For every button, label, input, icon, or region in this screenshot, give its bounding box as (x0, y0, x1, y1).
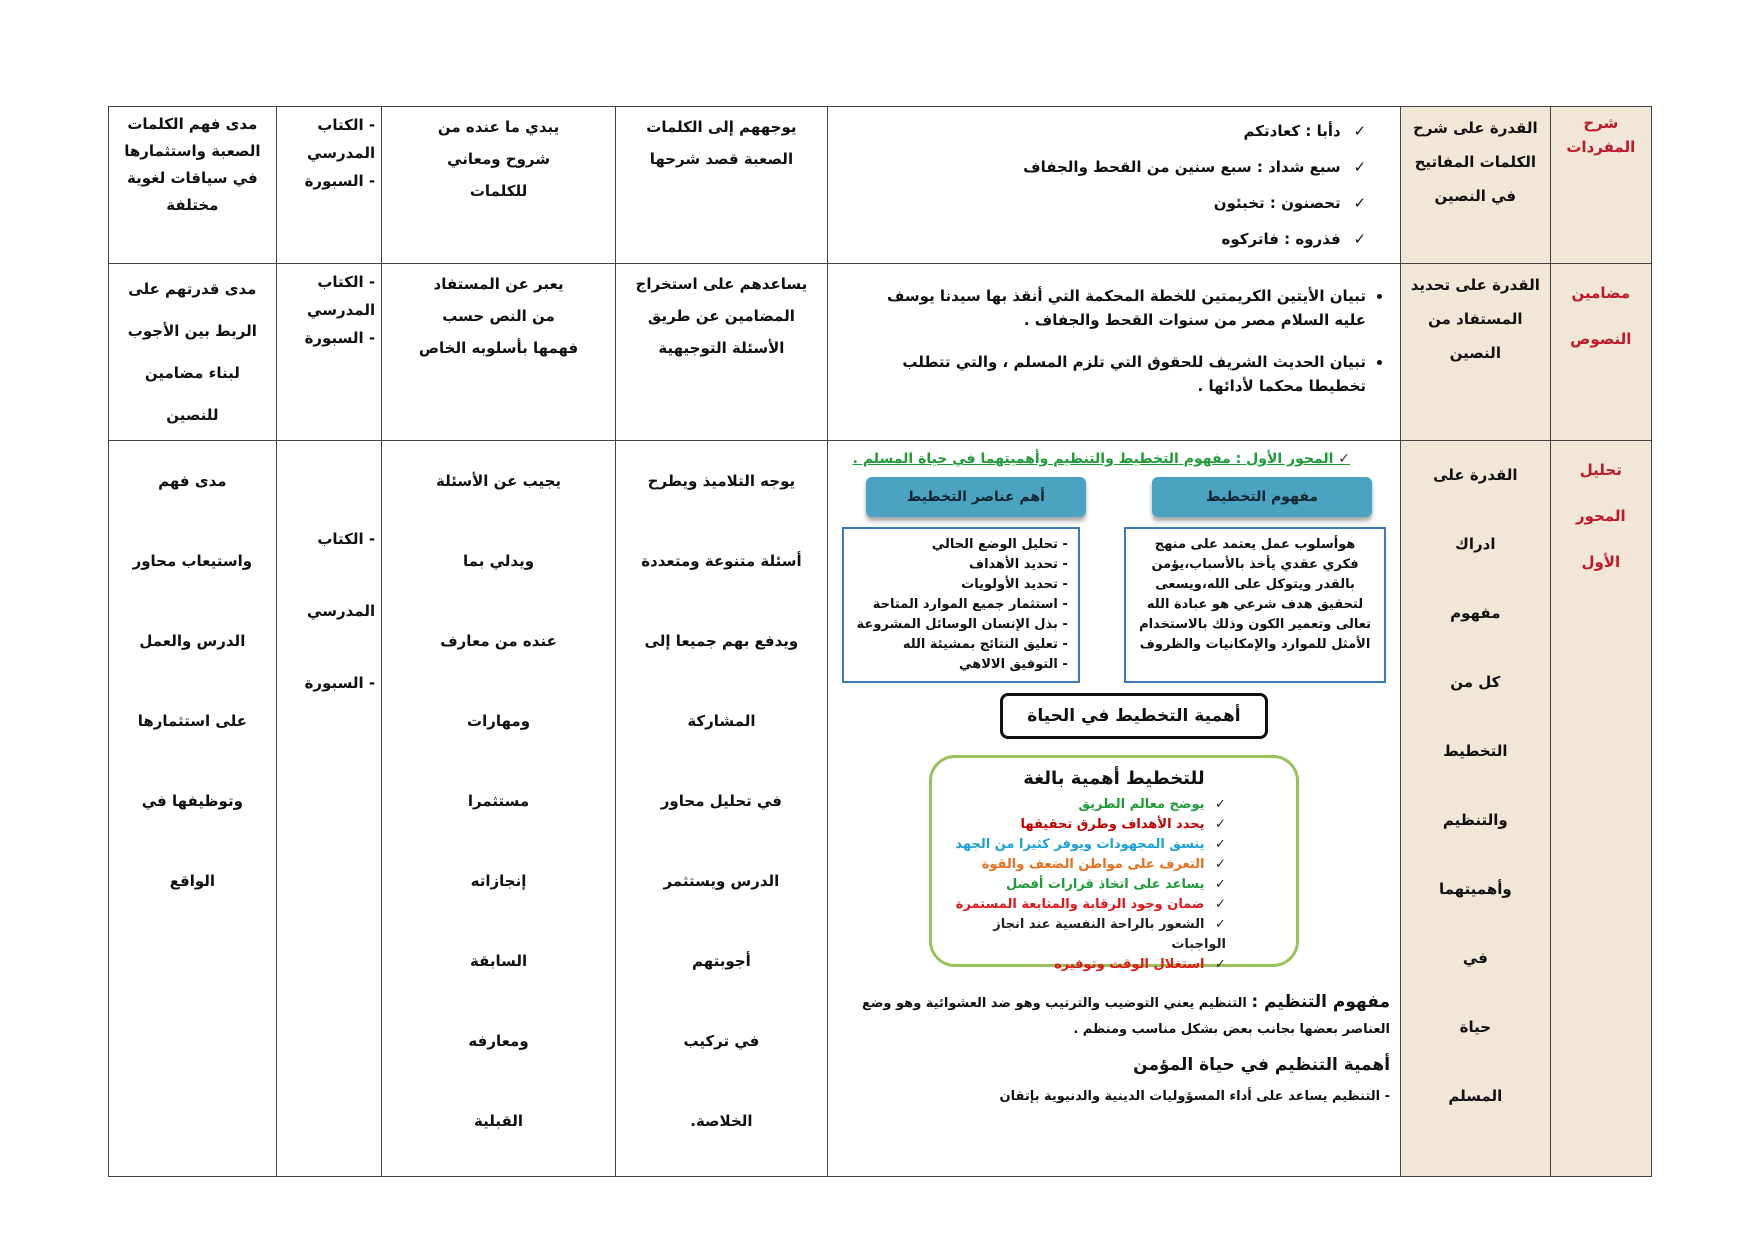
pupil-cell (382, 441, 616, 1177)
teacher-line: ويدفع بهم جميعا إلى (644, 632, 799, 650)
tab-planning-concept: مفهوم التخطيط (1152, 477, 1372, 517)
goal-line: القدرة على شرح (1413, 119, 1538, 137)
element-item: - تحديد الأهداف (854, 555, 1068, 575)
teacher-line: المضامين عن طريق (647, 307, 795, 325)
lesson-table (108, 106, 1652, 1177)
eval-line: الصعبة واستثمارها (124, 142, 261, 160)
teacher-line: أسئلة متنوعة ومتعددة (641, 552, 802, 570)
content-cell (827, 264, 1400, 441)
pupil-line: للكلمات (469, 182, 528, 200)
eval-cell (109, 441, 277, 1177)
vocab-item: ✓ تحصنون : تخبئون (838, 185, 1366, 221)
planning-boxes (838, 527, 1390, 683)
subject-label: النصوص (1570, 330, 1632, 348)
teacher-cell (616, 107, 828, 264)
eval-line: وتوظيفها في (141, 792, 243, 810)
tools-line: - السبورة (304, 674, 376, 692)
eval-line: الواقع (169, 872, 216, 890)
importance-item: ✓ ضمان وجود الرقابة والمتابعة المستمرة (946, 895, 1226, 915)
eval-line: مختلفة (166, 196, 219, 214)
contents-list (868, 284, 1388, 398)
pupil-cell (382, 107, 616, 264)
importance-item: ✓ ينسق المجهودات ويوفر كثيرا من الجهد (946, 835, 1226, 855)
tools-line: - السبورة (304, 172, 376, 190)
eval-line: على استثمارها (137, 712, 247, 730)
vocab-item: ✓ سبع شداد : سبع سنين من القحط والجفاف (838, 149, 1366, 185)
pupil-line: إنجازاته (470, 872, 527, 890)
pupil-line: مستثمرا (467, 792, 530, 810)
subject-label: المحور (1575, 507, 1626, 525)
org-text: التنظيم يعني التوضيب والترتيب وهو ضد العشوائية وهو وضع العناصر بعضها بجانب بعض بشكل مناسب ومنظم . (861, 996, 1391, 1037)
goal-cell (1401, 264, 1551, 441)
tools-line: - الكتاب (317, 273, 376, 291)
org-label: مفهوم التنظيم : (1251, 992, 1391, 1012)
pupil-line: السابقة (469, 952, 528, 970)
pupil-line: عنده من معارف (440, 632, 557, 650)
goal-line: الكلمات المفاتيح (1414, 153, 1537, 171)
goal-line: حياة (1459, 1018, 1492, 1036)
goal-line: ادراك (1455, 535, 1496, 553)
contents-item: • تبيان الأيتين الكريمتين للخطة المحكمة التي أنقذ بها سيدنا يوسف عليه السلام مصر من سنوات القحط والجفاف . (868, 284, 1366, 332)
goal-line: المسلم (1448, 1087, 1503, 1105)
planning-tabs (838, 477, 1390, 517)
axis-title: ✓ المحور الأول : مفهوم التخطيط والتنظيم وأهميتهما في حياة المسلم . (838, 451, 1390, 467)
goal-line: في (1462, 949, 1488, 967)
tools-line: - الكتاب (317, 116, 376, 134)
teacher-line: الخلاصة. (690, 1112, 753, 1130)
pupil-line: يعبر عن المستفاد (433, 275, 564, 293)
planning-elements-box (842, 527, 1080, 683)
pupil-line: شروح ومعاني (447, 150, 551, 168)
eval-line: مدى فهم الكلمات (127, 115, 258, 133)
tab-planning-elements: أهم عناصر التخطيط (866, 477, 1086, 517)
pupil-line: فهمها بأسلوبه الخاص (418, 339, 579, 357)
pupil-line: يبدي ما عنده من (437, 118, 560, 136)
eval-line: مدى قدرتهم على (128, 280, 257, 298)
planning-concept-box: هوأسلوب عمل يعتمد على منهج فكري عقدي يأخذ بالأسباب،يؤمن بالقدر ويتوكل على الله،ويسعى لتحقيق هدف شرعي هو عبادة الله تعالى وتعمير الكون وذلك بالاستخدام الأمثل للموارد والإمكانيات والظروف (1124, 527, 1386, 683)
teacher-cell (616, 264, 828, 441)
tools-cell (276, 441, 381, 1177)
teacher-line: أجوبتهم (692, 952, 751, 970)
subject-label: الأول (1581, 553, 1621, 571)
organization-concept (838, 989, 1390, 1043)
element-item: - استثمار جميع الموارد المتاحة (854, 595, 1068, 615)
teacher-line: يوجههم إلى الكلمات (646, 118, 797, 136)
importance-item: ✓ الشعور بالراحة النفسية عند انجاز الواجبات (946, 915, 1226, 955)
goal-line: وأهميتهما (1438, 880, 1512, 898)
row-contents (109, 264, 1652, 441)
teacher-line: في تركيب (683, 1032, 760, 1050)
eval-line: لبناء مضامين للنصين (144, 364, 240, 424)
content-cell (827, 441, 1400, 1177)
importance-item: ✓ التعرف على مواطن الضعف والقوة (946, 855, 1226, 875)
vocab-item: ✓ دأبا : كعادتكم (838, 113, 1366, 149)
vocab-item: ✓ فذروه : فاتركوه (838, 221, 1366, 257)
org-importance-title: أهمية التنظيم في حياة المؤمن (1133, 1055, 1391, 1075)
row-vocabulary (109, 107, 1652, 264)
teacher-line: يوجه التلاميذ ويطرح (647, 472, 796, 490)
goal-cell (1401, 107, 1551, 264)
importance-box-title: للتخطيط أهمية بالغة (1023, 768, 1205, 789)
goal-line: والتنظيم (1442, 811, 1508, 829)
teacher-line: الصعبة قصد شرحها (649, 150, 794, 168)
pupil-line: القبلية (474, 1112, 524, 1130)
contents-item: • تبيان الحديث الشريف للحقوق التي تلزم المسلم ، والتي تتطلب تخطيطا محكما لأدائها . (868, 350, 1366, 398)
goal-line: في النصين (1434, 187, 1517, 205)
goal-line: التخطيط (1443, 742, 1508, 760)
pupil-line: ومهارات (467, 712, 531, 730)
subject-label: تحليل (1579, 461, 1622, 479)
teacher-cell (616, 441, 828, 1177)
tools-line: - الكتاب (317, 530, 376, 548)
eval-line: في سياقات لغوية (126, 169, 258, 187)
element-item: - التوفيق الالاهي (854, 655, 1068, 675)
goal-line: المستفاد من (1428, 310, 1523, 328)
pupil-line: يجيب عن الأسئلة (436, 472, 562, 490)
vocab-list (838, 113, 1366, 257)
teacher-line: المشاركة (687, 712, 756, 730)
subject-cell (1550, 107, 1651, 264)
subject-label: مضامين (1571, 284, 1631, 302)
element-item: - تحديد الأولويات (854, 575, 1068, 595)
org-importance-item: - التنظيم يساعد على أداء المسؤوليات الدينية والدنيوية بإتقان (999, 1089, 1391, 1104)
goal-line: القدرة على (1433, 466, 1518, 484)
eval-cell (109, 264, 277, 441)
tools-cell (276, 107, 381, 264)
pupil-line: من النص حسب (442, 307, 555, 325)
goal-line: مفهوم (1450, 604, 1501, 622)
element-item: - تعليق النتائج بمشيئة الله (854, 635, 1068, 655)
teacher-line: في تحليل محاور (660, 792, 783, 810)
tools-line: - السبورة (304, 329, 376, 347)
eval-line: واستيعاب محاور (132, 552, 253, 570)
eval-line: مدى فهم (158, 472, 227, 490)
element-item: - بذل الإنسان الوسائل المشروعة (854, 615, 1068, 635)
subject-cell (1550, 264, 1651, 441)
subject-cell (1550, 441, 1651, 1177)
element-item: - تحليل الوضع الحالي (854, 535, 1068, 555)
eval-cell (109, 107, 277, 264)
eval-line: الدرس والعمل (139, 632, 246, 650)
goal-line: القدرة على تحديد (1410, 276, 1540, 294)
importance-item: ✓ يحدد الأهداف وطرق تحقيقها (946, 815, 1226, 835)
importance-item: ✓ يساعد على اتخاذ قرارات أفضل (946, 875, 1226, 895)
planning-importance-box (929, 755, 1299, 972)
teacher-line: الدرس ويستثمر (663, 872, 780, 890)
goal-line: النصين (1449, 344, 1501, 362)
importance-item: ✓ يوضح معالم الطريق (946, 795, 1226, 815)
tools-line: المدرسي (307, 602, 376, 620)
goal-cell (1401, 441, 1551, 1177)
importance-item: ✓ استغلال الوقت وتوفيره (946, 955, 1226, 975)
goal-line: كل من (1450, 673, 1501, 691)
importance-list (946, 795, 1282, 975)
eval-line: الربط بين الأجوب (127, 322, 257, 340)
teacher-line: يساعدهم على استخراج (635, 275, 808, 293)
planning-importance-title: أهمية التخطيط في الحياة (1000, 693, 1268, 739)
tools-cell (276, 264, 381, 441)
pupil-line: ويدلي بما (463, 552, 535, 570)
pupil-cell (382, 264, 616, 441)
tools-line: المدرسي (307, 144, 376, 162)
content-cell (827, 107, 1400, 264)
tools-line: المدرسي (307, 301, 376, 319)
subject-label: شرح المفردات (1566, 114, 1636, 156)
pupil-line: ومعارفه (468, 1032, 529, 1050)
teacher-line: الأسئلة التوجيهية (658, 339, 785, 357)
row-axis-one (109, 441, 1652, 1177)
